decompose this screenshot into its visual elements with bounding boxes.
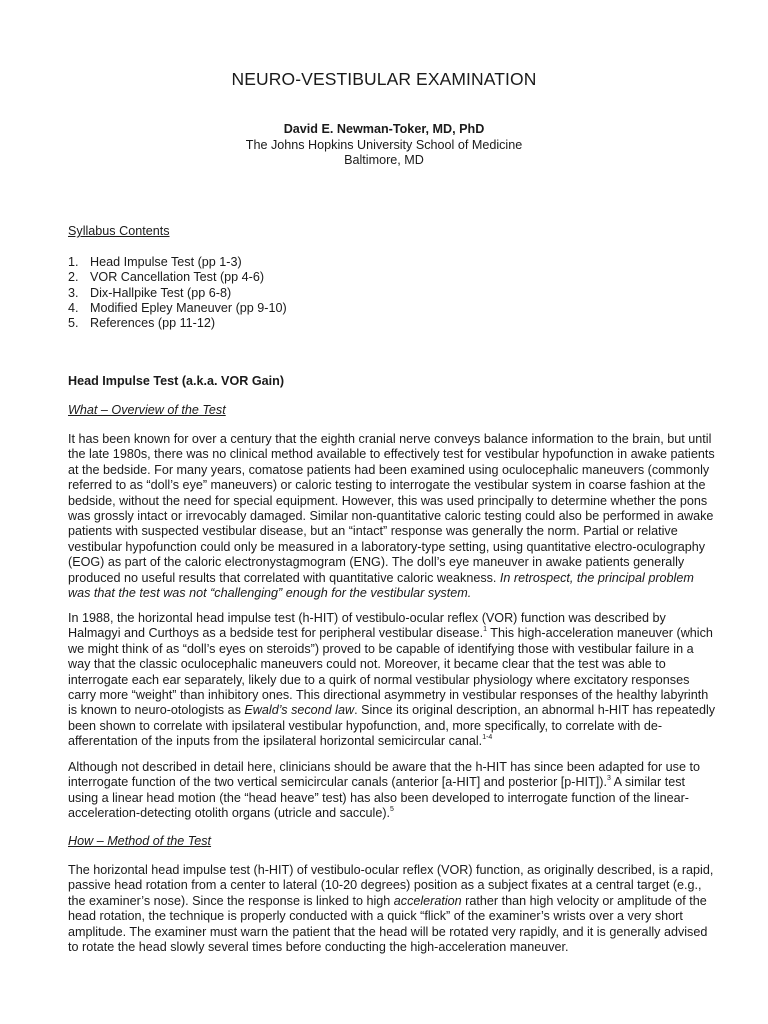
paragraph-4-text-b: rather than high velocity or amplitude of the head rotation, the technique is properly conducted with a quick “flick” of the examiner’s wrists over a very short amplitude. The examiner must warn the patient that the head will be rotated very rapidly, and it is generally advised to rotate the head slowly several times before conducting the high-acceleration maneuver. xyxy=(68,893,708,955)
author-block xyxy=(0,122,768,169)
paragraph-1 xyxy=(68,432,718,601)
paragraph-2-ref-1: 1 xyxy=(483,626,488,634)
list-item-number: 2. xyxy=(68,270,79,285)
subheading-what: What – Overview of the Test xyxy=(68,403,226,417)
paragraph-3-text-b: A similar test using a linear head motion (the “head heave” test) has also been developed to interrogate function of the linear-acceleration-detecting otolith organs (utricle and saccule). xyxy=(68,775,689,821)
paragraph-2-italic: Ewald’s second law xyxy=(244,703,355,718)
syllabus-heading: Syllabus Contents xyxy=(68,224,170,238)
syllabus-section xyxy=(68,224,718,332)
paragraph-3-ref-2: 5 xyxy=(390,806,394,814)
subheading-how: How – Method of the Test xyxy=(68,834,212,848)
list-item-text: Modified Epley Maneuver (pp 9-10) xyxy=(90,300,287,315)
author-name: David E. Newman-Toker, MD, PhD xyxy=(283,122,485,136)
list-item xyxy=(68,316,718,331)
list-item-text: Dix-Hallpike Test (pp 6-8) xyxy=(90,285,232,300)
paragraph-3-ref-1: 3 xyxy=(606,775,611,783)
paragraph-2 xyxy=(68,611,718,750)
document-title: NEURO-VESTIBULAR EXAMINATION xyxy=(231,69,537,89)
section-heading: Head Impulse Test (a.k.a. VOR Gain) xyxy=(68,374,285,388)
list-item xyxy=(68,301,718,316)
paragraph-4 xyxy=(68,863,718,955)
paragraph-3 xyxy=(68,760,718,822)
syllabus-list xyxy=(68,255,718,332)
paragraph-4-text-a: The horizontal head impulse test (h-HIT) of vestibulo-ocular reflex (VOR) function, as originally described, is a rapid, passive head rotation from a center to lateral (10-20 degrees) position as a subject fixates at a central target (e.g., the examiner’s nose). Since the response is linked to high xyxy=(68,863,714,908)
paragraph-2-ref-2: 1-4 xyxy=(482,734,493,742)
paragraph-2-text-b: This high-acceleration maneuver (which we might think of as “doll’s eyes on steroids”) proved to be capable of identifying those with vestibular failure in a way that the classic oculocephalic maneuvers could not. Moreover, it became clear that the test was able to interrogate each ear separately, likely due to a quirk of normal vestibular physiology where excitatory responses carry more “weight” than inhibitory ones. This directional asymmetry in vestibular responses of the healthy labyrinth is known to neuro-otologists as xyxy=(68,626,713,718)
paragraph-1-text: It has been known for over a century that the eighth cranial nerve conveys balance information to the brain, but until the late 1980s, there was no clinical method available to effectively test for vestibular hypofunction in awake patients at the bedside. For many years, comatose patients had been examined using oculocephalic maneuvers (commonly referred to as “doll’s eye” maneuvers) or caloric testing to interrogate the vestibular system in coarse fashion at the bedside, without the need for special equipment. However, this was used principally to determine whether the pons was grossly intact or irrevocably damaged. Similar non-quantitative caloric testing could also be performed in awake patients with suspected vestibular disease, but an “intact” response was generally the norm. Partial or relative vestibular hypofunction could only be measured in a laboratory-type setting, using quantitative electro-oculography (EOG) as part of the caloric electronystagmogram (ENG). The doll’s eye maneuver in awake patients generally produced no useful results that correlated with quantitative caloric weakness. xyxy=(68,432,715,585)
list-item xyxy=(68,255,718,270)
paragraph-4-italic: acceleration xyxy=(393,893,462,908)
author-location: Baltimore, MD xyxy=(344,153,424,167)
list-item xyxy=(68,286,718,301)
author-affiliation: The Johns Hopkins University School of Medicine xyxy=(245,137,523,152)
paragraph-1-italic: In retrospect, the principal problem was that the test was not “challenging” enough for the vestibular system. xyxy=(68,570,694,601)
list-item-text: VOR Cancellation Test (pp 4-6) xyxy=(90,270,265,285)
list-item xyxy=(68,270,718,285)
paragraph-3-text-a: Although not described in detail here, clinicians should be aware that the h-HIT has since been adapted for use to interrogate function of the two vertical semicircular canals (anterior [a-HIT] and posterior [p-HIT]). xyxy=(68,760,700,790)
list-item-number: 1. xyxy=(68,254,79,269)
paragraph-2-text-c: . Since its original description, an abnormal h-HIT has repeatedly been shown to correlate with ipsilateral vestibular hypofunction, and, more specifically, to correlate with de-afferentation of the inputs from the ipsilateral horizontal semicircular canal. xyxy=(68,703,716,749)
list-item-text: References (pp 11-12) xyxy=(90,316,216,331)
list-item-number: 4. xyxy=(68,300,79,315)
list-item-number: 3. xyxy=(68,285,79,300)
list-item-number: 5. xyxy=(68,316,79,331)
paragraph-2-text-a: In 1988, the horizontal head impulse test (h-HIT) of vestibulo-ocular reflex (VOR) function was described by Halmagyi and Curthoys as a bedside test for peripheral vestibular disease. xyxy=(68,611,666,641)
list-item-text: Head Impulse Test (pp 1-3) xyxy=(90,254,242,269)
